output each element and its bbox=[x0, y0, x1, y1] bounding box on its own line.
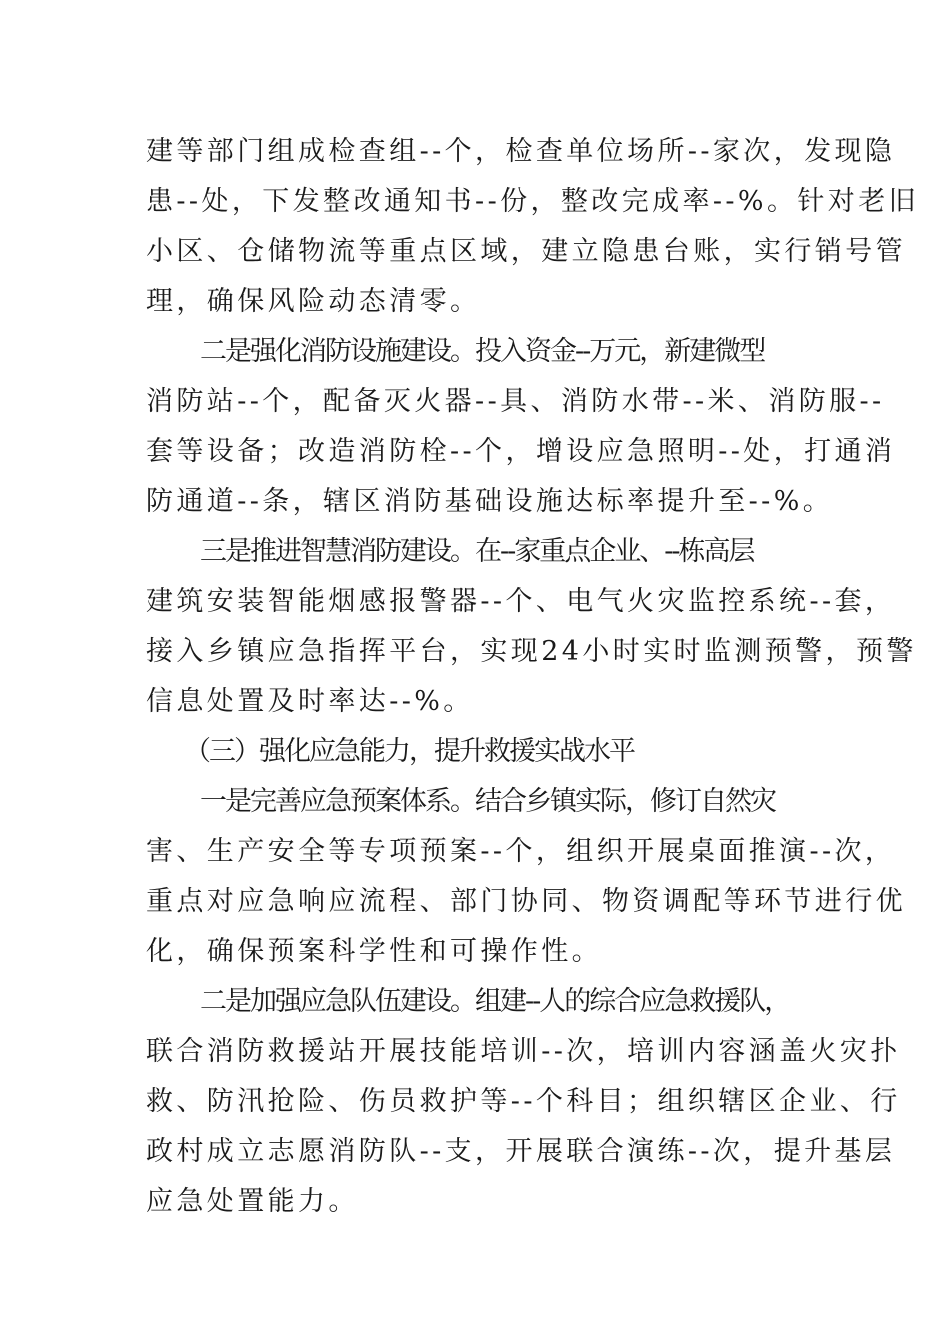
section-heading-emergency: （三）强化应急能力，提升救援实战水平 bbox=[184, 736, 634, 767]
text-line-8: 防通道--条，辖区消防基础设施达标率提升至--%。 bbox=[146, 486, 834, 517]
paragraph-facilities: 二是强化消防设施建设。投入资金--万元，新建微型 bbox=[200, 336, 765, 367]
text-line-20: 救、防汛抢险、伤员救护等--个科目；组织辖区企业、行 bbox=[146, 1086, 901, 1117]
paragraph-smart-fire: 三是推进智慧消防建设。在--家重点企业、--栋高层 bbox=[200, 536, 754, 567]
text-line-12: 信息处置及时率达--%。 bbox=[146, 686, 474, 717]
text-line-10: 建筑安装智能烟感报警器--个、电气火灾监控系统--套， bbox=[146, 586, 896, 617]
text-line-21: 政村成立志愿消防队--支，开展联合演练--次，提升基层 bbox=[146, 1136, 896, 1167]
text-line-7: 套等设备；改造消防栓--个，增设应急照明--处，打通消 bbox=[146, 436, 896, 467]
text-line-22: 应急处置能力。 bbox=[146, 1186, 359, 1217]
paragraph-emergency-plan: 一是完善应急预案体系。结合乡镇实际，修订自然灾 bbox=[200, 786, 775, 817]
text-line-1: 建等部门组成检查组--个，检查单位场所--家次，发现隐 bbox=[146, 136, 896, 167]
text-line-2: 患--处，下发整改通知书--份，整改完成率--%。针对老旧 bbox=[146, 186, 919, 217]
paragraph-emergency-team: 二是加强应急队伍建设。组建--人的综合应急救援队， bbox=[200, 986, 790, 1017]
text-line-15: 害、生产安全等专项预案--个，组织开展桌面推演--次， bbox=[146, 836, 896, 867]
text-line-11: 接入乡镇应急指挥平台，实现24小时实时监测预警，预警 bbox=[146, 636, 917, 667]
text-line-4: 理，确保风险动态清零。 bbox=[146, 286, 481, 317]
text-line-3: 小区、仓储物流等重点区域，建立隐患台账，实行销号管 bbox=[146, 236, 906, 267]
text-line-19: 联合消防救援站开展技能培训--次，培训内容涵盖火灾扑 bbox=[146, 1036, 901, 1067]
text-line-6: 消防站--个，配备灭火器--具、消防水带--米、消防服-- bbox=[146, 386, 885, 417]
text-line-16: 重点对应急响应流程、部门协同、物资调配等环节进行优 bbox=[146, 886, 906, 917]
text-line-17: 化，确保预案科学性和可操作性。 bbox=[146, 936, 602, 967]
